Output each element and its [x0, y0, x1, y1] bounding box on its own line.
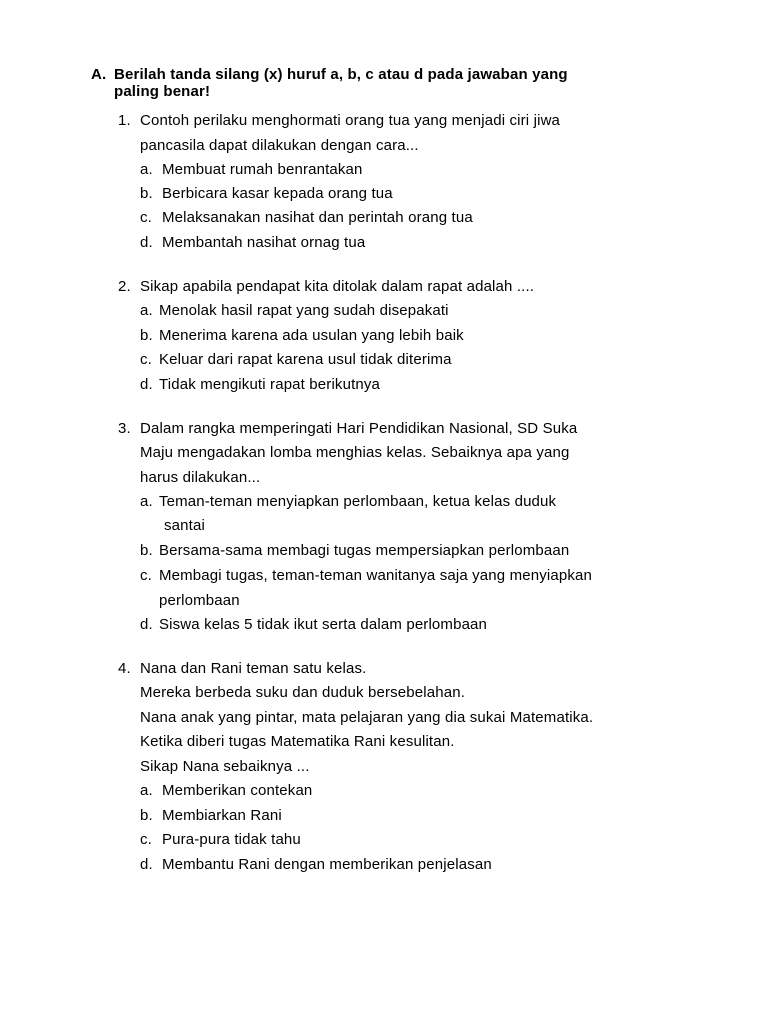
option-text: Keluar dari rapat karena usul tidak diterima: [159, 351, 452, 368]
question-number: 1.: [118, 112, 131, 129]
question-number: 4.: [118, 660, 131, 677]
option-text: Melaksanakan nasihat dan perintah orang tua: [162, 209, 473, 226]
option-letter: b.: [140, 327, 153, 344]
section-instruction-line: Berilah tanda silang (x) huruf a, b, c atau d pada jawaban yang: [114, 66, 568, 83]
option-text: Teman-teman menyiapkan perlombaan, ketua kelas duduk: [159, 493, 557, 510]
question-stem-line: Nana dan Rani teman satu kelas.: [140, 660, 367, 677]
question-stem-line: Contoh perilaku menghormati orang tua yang menjadi ciri jiwa: [140, 112, 561, 129]
option-text: Siswa kelas 5 tidak ikut serta dalam perlombaan: [159, 616, 488, 633]
option-letter: d.: [140, 234, 153, 251]
option-text: Membuat rumah benrantakan: [162, 161, 363, 178]
question-stem-line: Ketika diberi tugas Matematika Rani kesulitan.: [140, 733, 455, 750]
option-letter: c.: [140, 209, 152, 226]
option-text: Membantah nasihat ornag tua: [162, 234, 366, 251]
question-number: 2.: [118, 278, 131, 295]
option-letter: b.: [140, 807, 153, 824]
section-instruction-line: paling benar!: [114, 83, 211, 100]
option-letter: c.: [140, 351, 152, 368]
option-letter: c.: [140, 831, 152, 848]
option-text-continued: santai: [164, 517, 205, 534]
question-stem-line: Dalam rangka memperingati Hari Pendidikan Nasional, SD Suka: [140, 420, 578, 437]
option-text: Berbicara kasar kepada orang tua: [162, 185, 393, 202]
option-text: Pura-pura tidak tahu: [162, 831, 301, 848]
option-text: Memberikan contekan: [162, 782, 313, 799]
question-stem-line: Nana anak yang pintar, mata pelajaran yang dia sukai Matematika.: [140, 709, 594, 726]
question-stem-line: Sikap apabila pendapat kita ditolak dalam rapat adalah ....: [140, 278, 535, 295]
option-letter: a.: [140, 161, 153, 178]
option-letter: c.: [140, 567, 152, 584]
section-letter: A.: [91, 66, 107, 83]
option-letter: a.: [140, 302, 153, 319]
option-letter: d.: [140, 856, 153, 873]
question-number: 3.: [118, 420, 131, 437]
question-stem-line: pancasila dapat dilakukan dengan cara...: [140, 137, 419, 154]
question-stem-line: Maju mengadakan lomba menghias kelas. Sebaiknya apa yang: [140, 444, 570, 461]
option-text: Tidak mengikuti rapat berikutnya: [159, 376, 381, 393]
option-letter: a.: [140, 493, 153, 510]
question-stem-line: Mereka berbeda suku dan duduk bersebelahan.: [140, 684, 466, 701]
question-stem-line: harus dilakukan...: [140, 469, 261, 486]
option-letter: b.: [140, 185, 153, 202]
option-text-continued: perlombaan: [159, 592, 240, 609]
option-text: Menerima karena ada usulan yang lebih baik: [159, 327, 464, 344]
option-text: Membiarkan Rani: [162, 807, 282, 824]
option-text: Membagi tugas, teman-teman wanitanya saja yang menyiapkan: [159, 567, 592, 584]
question-stem-line: Sikap Nana sebaiknya ...: [140, 758, 310, 775]
option-letter: d.: [140, 616, 153, 633]
option-text: Menolak hasil rapat yang sudah disepakati: [159, 302, 449, 319]
option-letter: b.: [140, 542, 153, 559]
option-letter: d.: [140, 376, 153, 393]
option-text: Bersama-sama membagi tugas mempersiapkan perlombaan: [159, 542, 570, 559]
option-letter: a.: [140, 782, 153, 799]
option-text: Membantu Rani dengan memberikan penjelasan: [162, 856, 492, 873]
